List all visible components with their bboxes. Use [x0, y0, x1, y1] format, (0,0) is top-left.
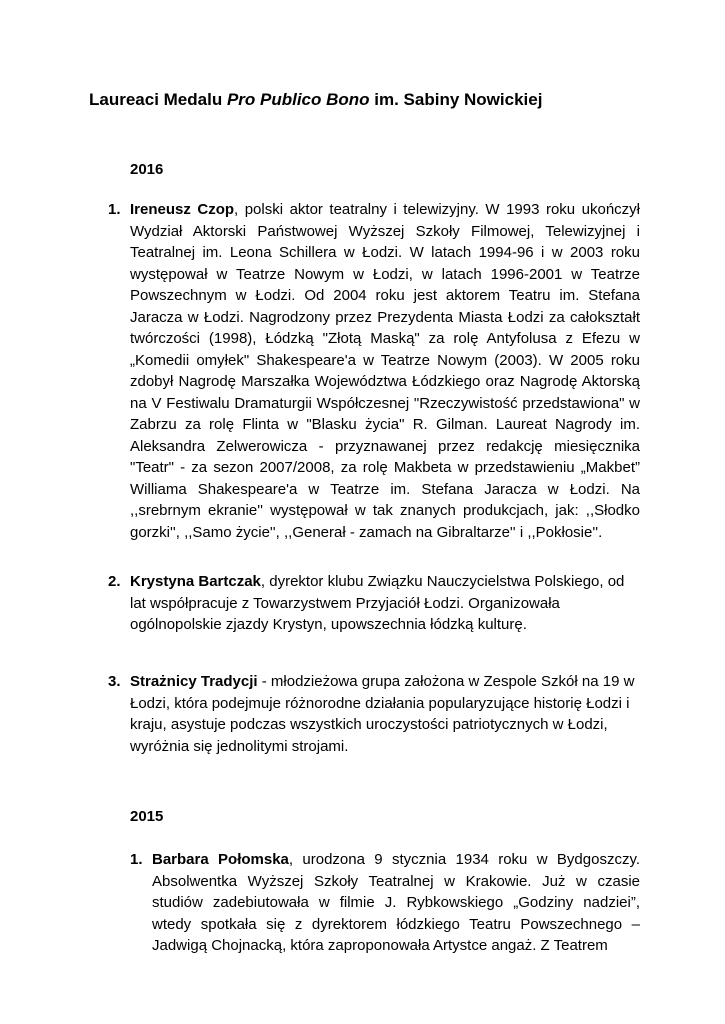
laureate-item — [108, 671, 640, 757]
laureate-name: Strażnicy Tradycji — [130, 673, 258, 690]
section-year-2016: 2016 — [130, 161, 164, 178]
laureate-bio: , urodzona 9 stycznia 1934 roku w Bydgoszczy. Absolwentka Wyższej Szkoły Teatralnej w Krakowie. Już w czasie studiów zadebiutowała w filmie J. Rybkowskiego „Godziny nadziei”, wtedy spotkała się z dyrektorem łódzkiego Teatru Powszechnego – Jadwigą Chojnacką, która zaproponowała Artystce angaż. Z Teatrem — [152, 851, 640, 954]
laureate-description — [130, 199, 640, 543]
laureate-name: Ireneusz Czop — [130, 201, 235, 218]
page-title — [89, 89, 542, 111]
title-prefix: Laureaci Medalu — [89, 90, 227, 109]
list-number: 2. — [108, 573, 121, 590]
title-medal-name: Pro Publico Bono — [226, 90, 370, 109]
laureate-name: Barbara Połomska — [152, 851, 289, 868]
list-number: 3. — [108, 673, 121, 690]
laureate-bio: , dyrektor klubu Związku Nauczycielstwa Polskiego, od lat współpracuje z Towarzystwem Przyjaciół Łodzi. Organizowała ogólnopolskie zjazdy Krystyn, upowszechnia łódzką kulturę. — [130, 573, 625, 633]
laureate-item — [108, 199, 640, 543]
title-suffix: im. Sabiny Nowickiej — [369, 90, 543, 109]
laureate-name: Krystyna Bartczak — [130, 573, 261, 590]
laureate-item — [130, 849, 640, 957]
laureate-item — [108, 571, 640, 636]
list-number: 1. — [130, 851, 143, 868]
laureate-bio: , polski aktor teatralny i telewizyjny. W 1993 roku ukończył Wydział Aktorski Państwowej Wyższej Szkoły Filmowej, Telewizyjnej i Teatralnej im. Leona Schillera w Łodzi. W latach 1994-96 i w 2003 roku występował w Teatrze Nowym w Łodzi, w latach 1996-2001 w Teatrze Powszechnym w Łodzi. Od 2004 roku jest aktorem Teatru im. Stefana Jaracza w Łodzi. Nagrodzony przez Prezydenta Miasta Łodzi za całokształt twórczości (1998), Łódzką "Złotą Maską" za rolę Antyfolusa z Efezu w „Komedii omyłek" Shakespeare'a w Teatrze Nowym (2003). W 2005 roku zdobył Nagrodę Marszałka Województwa Łódzkiego oraz Nagrodę Aktorską na V Festiwalu Dramaturgii Współczesnej "Rzeczywistość przedstawiona" w Zabrzu za rolę Flinta w "Blasku życia" R. Gilman. Laureat Nagrody im. Aleksandra Zelwerowicza - przyznawanej przez redakcję miesięcznika "Teatr" - za sezon 2007/2008, za rolę Makbeta w przedstawieniu „Makbet” Williama Shakespeare'a w Teatrze im. Stefana Jaracza w Łodzi. Na ,,srebrnym ekranie'' występował w tak znanych produkcjach, jak: ,,Słodko gorzki'', ,,Samo życie'', ,,Generał - zamach na Gibraltarze'' i ,,Pokłosie''. — [130, 201, 640, 541]
laureate-description — [130, 671, 640, 757]
laureate-description — [152, 849, 640, 957]
laureate-bio: - młodzieżowa grupa założona w Zespole Szkół na 19 w Łodzi, która podejmuje różnorodne działania popularyzujące historię Łodzi i kraju, asystuje podczas wszystkich uroczystości patriotycznych w Łodzi, wyróżnia się jednolitymi strojami. — [130, 673, 635, 755]
laureate-description — [130, 571, 640, 636]
section-year-2015: 2015 — [130, 808, 164, 825]
list-number: 1. — [108, 201, 121, 218]
